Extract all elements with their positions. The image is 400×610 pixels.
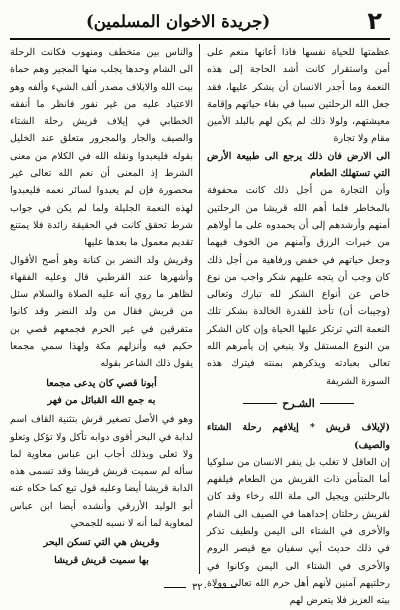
verse-heading: (لإيلاف قريش * إيلافهم رحلة الشتاء والصيف)	[207, 422, 390, 451]
section-heading	[207, 395, 390, 412]
right-paragraph-2: وأن التجارة من أجل ذلك كانت محفوفة بالمخاطر فلما أهم الله قريشا من الرحلتين أمنهم وأرشدهم إلى أن يحمدوه على ما أولاهم من خيرات الرزق وآمنهم من الخوف فيهما وجعل حياتهم في خفض ورفاهية من أجل ذلك كان وجب أن يتجه عليهم شكر واجب من نوع خاص عن أنواع الشكر لله تبارك وتعالى (وجيبات أن) تأخذ للقدرة الخالدة بشكر تلك النعمة التي ترتكز عليها الحياة وإن كان الشكر من النوع المستقل ولا ينبغي إن يأمرهم الله تعالى بعبادته ويذكرهم بمنته فيترك هذه السورة الشريفة	[207, 185, 390, 387]
verse-line: وقريش هي التي تسكن البحر	[43, 537, 160, 549]
footer-dash	[164, 587, 186, 588]
footer-page-code: ٣٢٠	[191, 581, 209, 593]
left-paragraph-1: والناس بين متخطف ومنهوب فكانت الرحلة الى الشام وحدها يجلب منها المجير وهم حماة بيت الله والايلاف مصدر ألف الشيء وألفه وهو الاعتياد عليه من غير نفور فانظر ما أنفقه الخطابي في إيلاف قريش رحلة الشتاء والصيف والجار والمجرور متعلق عند الخليل بقوله فليعبدوا ونقله الله في الكلام من معنى الشرط إذ المعنى أن نعم الله تعالى غير محصورة فإن لم يعبدوا لسائر نعمه فليعبدوا لهذه النعمة الجليلة ولما لم يكن في جواب شرط تحقق كانت في الحقيقة زائدة فلا يمتنع تقديم معمول ما بعدها عليها	[10, 47, 193, 249]
left-paragraph-3: وهو في الأصل تصغير قرش بتثنية القاف اسم لدابة في البحر أقوى دوابه تأكل ولا تؤكل وتعلو ولا تعلى وبذلك أجاب ابن عباس معاوية لما سأله لم سميت قريش قريشا وقد تسمى هذه الدابة قريشا أيضا وعليه قول تبع كما حكاه عنه أبو الوليد الأزرقي وأنشده أيضا ابن عباس لمعاوية لما أنه لا نسبه للجمحي	[10, 414, 193, 530]
column-divider	[199, 44, 200, 574]
right-paragraph-4: إن العاقل لا تغلب بل ينفر الانسان من سلوكيا أما المتأمن ذات القريش من الطعام فيلفهم بالرحلتين ويجيل الى ملة الله رخاء وقد كان لقريش رحلتان إحداهما في الصيف الى الشام والأخرى في الشتاء الى اليمن ولطيف تذكر في ذلك حديث أبي سفيان مع قيصر الروم والأخرى في الشتاء الى اليمن وكانوا في رحلتيهم آمنين لأنهم أهل حرم الله تعالى وولاة بيته العزيز فلا يتعرض لهم	[207, 456, 390, 607]
section-rule-left	[243, 403, 277, 404]
left-column	[10, 44, 193, 574]
page-header	[12, 6, 388, 36]
section-rule-right	[320, 403, 354, 404]
right-paragraph-1: عظمتها للحياة نفسها فاذا أعانها منعم على أمن واستقرار كانت أشد الحاجة إلى هذه النعمة وما أجدر الانسان أن يشكر عليها، فقد جعل الله الرحلتين سببا في بقاء حياتهم وإقامة معيشتهم، ولولا ذلك لم يكن لهم بالبلد الأمين مقام ولا تجارة	[207, 47, 390, 145]
newspaper-title: (جريدة الاخوان المسلمين)	[86, 11, 271, 31]
right-column	[207, 44, 390, 607]
footer-dash	[214, 587, 236, 588]
header-rule	[10, 38, 390, 40]
verse-line: به جمع الله القبائل من فهر	[47, 394, 156, 406]
poem-verse	[10, 375, 193, 410]
verse-line: أبونا قصي كان يدعى مجمعا	[46, 377, 157, 389]
verse-line: بها سميت قريش قريشا	[54, 554, 149, 566]
poem-verse-2	[10, 534, 193, 569]
section-title: الشـرح	[282, 396, 315, 410]
right-paragraph-1-bold: الى الارض فان ذلك يرجع الى طبيعة الأرض التي تستهلك الطعام	[207, 150, 390, 180]
left-paragraph-2: وقريش ولد النضر بن كنانة وهو أصح الأقوال وأشهرها عند القرطبي قال وعليه الفقهاء لظاهر ما روي أنه عليه الصلاة والسلام سئل من قريش فقال من ولد النضر وقد كانوا متفرقين في غير الحرم فجمعهم قصي بن حكيم فيه وأنزلهم مكة ولهذا سمي مجمعا يقول ذلك الشاعر بقوله	[10, 254, 193, 370]
page-footer	[0, 579, 400, 595]
page-number: ٢	[367, 7, 382, 35]
